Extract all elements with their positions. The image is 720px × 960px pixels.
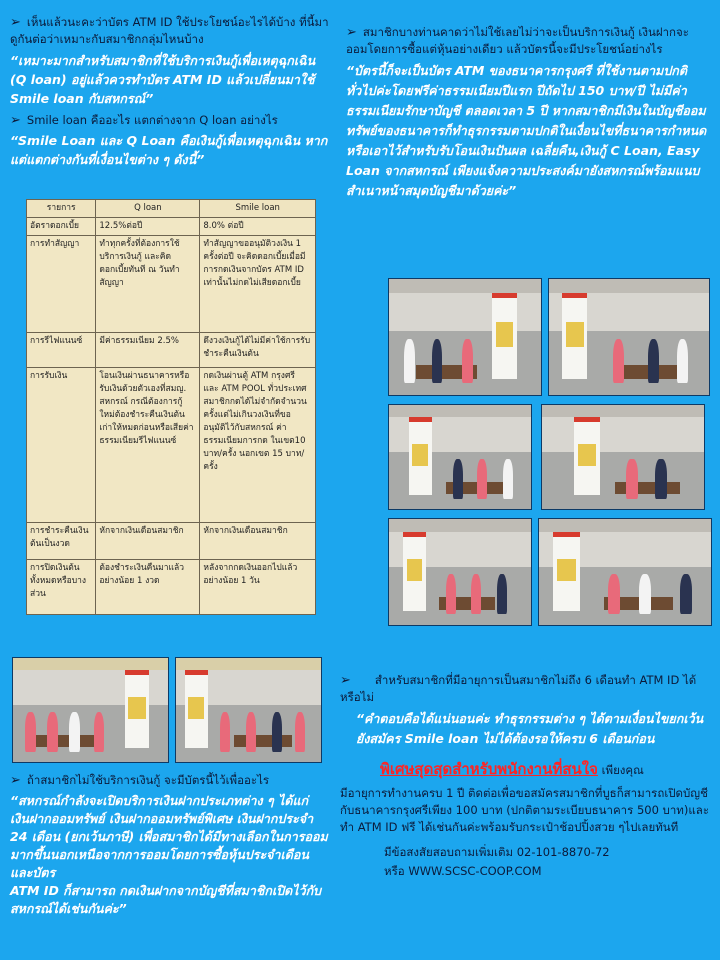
question-3: ➢ สมาชิกบางท่านคาดว่าไม่ใช้เลยไม่ว่าจะเป็นบริการเงินกู้ เงินฝากจะออมโดยการซื้อแต่หุ้นอย่างเดียว แล้วบัตรนี้จะมีประโยชน์อย่างไร: [346, 25, 689, 56]
promo-tail: เพียงคุณ: [601, 763, 644, 777]
table-row: [27, 523, 316, 560]
event-photo-2: [548, 278, 710, 396]
table-row: [27, 236, 316, 333]
table-row: [27, 368, 316, 523]
table-cell: ทำสัญญาขออนุมัติวงเงิน 1 ครั้งต่อปี จะคิดดอกเบี้ยเมื่อมีการกดเงินจากบัตร ATM ID เท่านั้นไม่กดไม่เสียดอกเบี้ย: [200, 236, 316, 333]
answer-2: “Smile Loan และ Q Loan คือเงินกู้เพื่อเหตุฉุกเฉิน หากแต่แตกต่างกันที่เงื่อนไขต่าง ๆ ดังนี้”: [10, 133, 328, 167]
right-bottom-section: [340, 672, 710, 880]
table-cell: มีค่าธรรมเนียม 2.5%: [96, 333, 200, 368]
question-1: ➢ เห็นแล้วนะคะว่าบัตร ATM ID ใช้ประโยชน์อะไรได้บ้าง ที่นี้มาดูกันต่อว่าเหมาะกับสมาชิกกลุ่มไหนบ้าง: [10, 15, 329, 46]
question-5: ➢ สำหรับสมาชิกที่มีอายุการเป็นสมาชิกไม่ถึง 6 เดือนทำ ATM ID ได้หรือไม่: [340, 673, 697, 704]
event-photo-4: [541, 404, 705, 510]
event-photo-1: [388, 278, 542, 396]
table-cell: หักจากเงินเดือนสมาชิก: [200, 523, 316, 560]
arrow-bullet-icon: ➢: [10, 15, 21, 30]
event-photo-6: [538, 518, 712, 626]
table-cell: ต้องชำระเงินคืนมาแล้วอย่างน้อย 1 งวด: [96, 560, 200, 615]
promo-highlight: พิเศษสุดสุดสำหรับพนักงานที่สนใจ: [380, 760, 598, 778]
table-cell: การปิดเงินต้นทั้งหมดหรือบางส่วน: [27, 560, 96, 615]
left-bottom-section: [10, 772, 330, 918]
promo-text: มีอายุการทำงานครบ 1 ปี ติดต่อเพื่อขอสมัครสมาชิกที่บูธก็สามารถเปิดบัญชีกับธนาคารกรุงศรีเพียง 100 บาท (ปกติตามระเบียบธนาคาร 500 บาท)และทำ ATM ID ฟรี ได้เช่นกันค่ะพร้อมรับกระเป๋าช้อปปิ้งสวย ๆไปเลยทันที: [340, 786, 710, 834]
event-photo-7: [12, 657, 169, 763]
left-top-section: [10, 14, 330, 169]
table-header-row: [27, 200, 316, 218]
table-cell: โอนเงินผ่านธนาคารหรือรับเงินด้วยตัวเองที่สมญ. สหกรณ์ กรณีต้องการกู้ใหม่ต้องชำระคืนเงินต้นเก่าให้หมดก่อนหรือเสียค่าธรรมเนียมรีไฟแนนซ์: [96, 368, 200, 523]
table-row: [27, 560, 316, 615]
arrow-bullet-icon: ➢: [346, 25, 357, 40]
table-cell: ดึงวงเงินกู้ได้ไม่มีค่าใช้การรับชำระคืนเงินต้น: [200, 333, 316, 368]
arrow-bullet-icon: ➢: [10, 113, 21, 128]
table-cell: 12.5%ต่อปี: [96, 218, 200, 236]
table-cell: การรับเงิน: [27, 368, 96, 523]
answer-5: “คำตอบคือได้แน่นอนค่ะ ทำธุรกรรมต่าง ๆ ได้ตามเงื่อนไขยกเว้นยังสมัคร Smile loan ไม่ได้ต้องรอให้ครบ 6 เดือนก่อน: [356, 711, 704, 746]
table-row: [27, 218, 316, 236]
promo-heading: [340, 757, 710, 781]
answer-4: “สหกรณ์กำลังจะเปิดบริการเงินฝากประเภทต่าง ๆ ได้แก่ เงินฝากออมทรัพย์ เงินฝากออมทรัพย์พิเศษ เงินฝากประจำ 24 เดือน (ยกเว้นภาษี) เพื่อสมาชิกได้มีทางเลือกในการออมมากขึ้นนอกเหนือจากการออมโดยการซื้อหุ้นประจำเดือน และบัตร: [10, 793, 328, 880]
answer-1: “เหมาะมากสำหรับสมาชิกที่ใช้บริการเงินกู้เพื่อเหตุฉุกเฉิน (Q loan) อยู่แล้วควรทำบัตร ATM ID แล้วเปลี่ยนมาใช้ Smile loan กับสหกรณ์”: [10, 53, 316, 106]
table-cell: กดเงินผ่านตู้ ATM กรุงศรี และ ATM POOL ทั่วประเทศ สมาชิกกดได้ไม่จำกัดจำนวนครั้งแต่ไม่เกินวงเงินที่ขออนุมัติไว้กับสหกรณ์ ค่าธรรมเนียมการกด ในเขต10 บาท/ครั้ง นอกเขต 15 บาท/ครั้ง: [200, 368, 316, 523]
table-cell: หักจากเงินเดือนสมาชิก: [96, 523, 200, 560]
table-cell: หลังจากกดเงินออกไปแล้วอย่างน้อย 1 วัน: [200, 560, 316, 615]
table-row: [27, 333, 316, 368]
table-cell: การรีไฟแนนซ์: [27, 333, 96, 368]
table-header: Q loan: [96, 200, 200, 218]
answer-4-continued: ATM ID ก็สามารถ กดเงินฝากจากบัญชีที่สมาชิกเปิดไว้กับสหกรณ์ได้เช่นกันค่ะ”: [10, 883, 322, 916]
table-cell: 8.0% ต่อปี: [200, 218, 316, 236]
table-cell: อัตราดอกเบี้ย: [27, 218, 96, 236]
table-cell: การทำสัญญา: [27, 236, 96, 333]
answer-3: “บัตรนี้ก็จะเป็นบัตร ATM ของธนาคารกรุงศรี ที่ใช้งานตามปกติทั่วไปค่ะโดยฟรีค่าธรรมเนียมปีแรก ปีถัดไป 150 บาท/ปี ไม่มีค่าธรรมเนียมรักษาบัญชี ตลอดเวลา 5 ปี หากสมาชิกมีเงินในบัญชีออมทรัพย์ของธนาคารก็ทำธุรกรรมตามปกติในเงื่อนไขที่ธนาคารกำหนด หรือเอาไว้สำหรับรับโอนเงินปันผล เฉลี่ยคืน,เงินกู้ C Loan, Easy Loan จากสหกรณ์ เพียงแจ้งความประสงค์มายังสหกรณ์พร้อมแนบสำเนาหน้าสมุดบัญชีมาด้วยค่ะ”: [346, 63, 707, 198]
contact-phone: มีข้อสงสัยสอบถามเพิ่มเติม 02-101-8870-72: [384, 845, 610, 859]
contact-website[interactable]: หรือ WWW.SCSC-COOP.COM: [384, 864, 542, 878]
table-header: รายการ: [27, 200, 96, 218]
table-cell: การชำระคืนเงินต้นเป็นงวด: [27, 523, 96, 560]
table-cell: ทำทุกครั้งที่ต้องการใช้บริการเงินกู้ และคิดดอกเบี้ยทันที ณ วันทำสัญญา: [96, 236, 200, 333]
arrow-bullet-icon: ➢: [10, 773, 21, 788]
question-4: ➢ ถ้าสมาชิกไม่ใช้บริการเงินกู้ จะมีบัตรนี้ไว้เพื่ออะไร: [10, 773, 270, 788]
event-photo-3: [388, 404, 532, 510]
table-header: Smile loan: [200, 200, 316, 218]
loan-comparison-table: [26, 199, 316, 615]
event-photo-5: [388, 518, 532, 626]
right-top-section: [346, 24, 708, 201]
event-photo-8: [175, 657, 322, 763]
question-2: ➢ Smile loan คืออะไร แตกต่างจาก Q loan อย่างไร: [10, 113, 278, 128]
arrow-bullet-icon: ➢: [340, 673, 351, 688]
